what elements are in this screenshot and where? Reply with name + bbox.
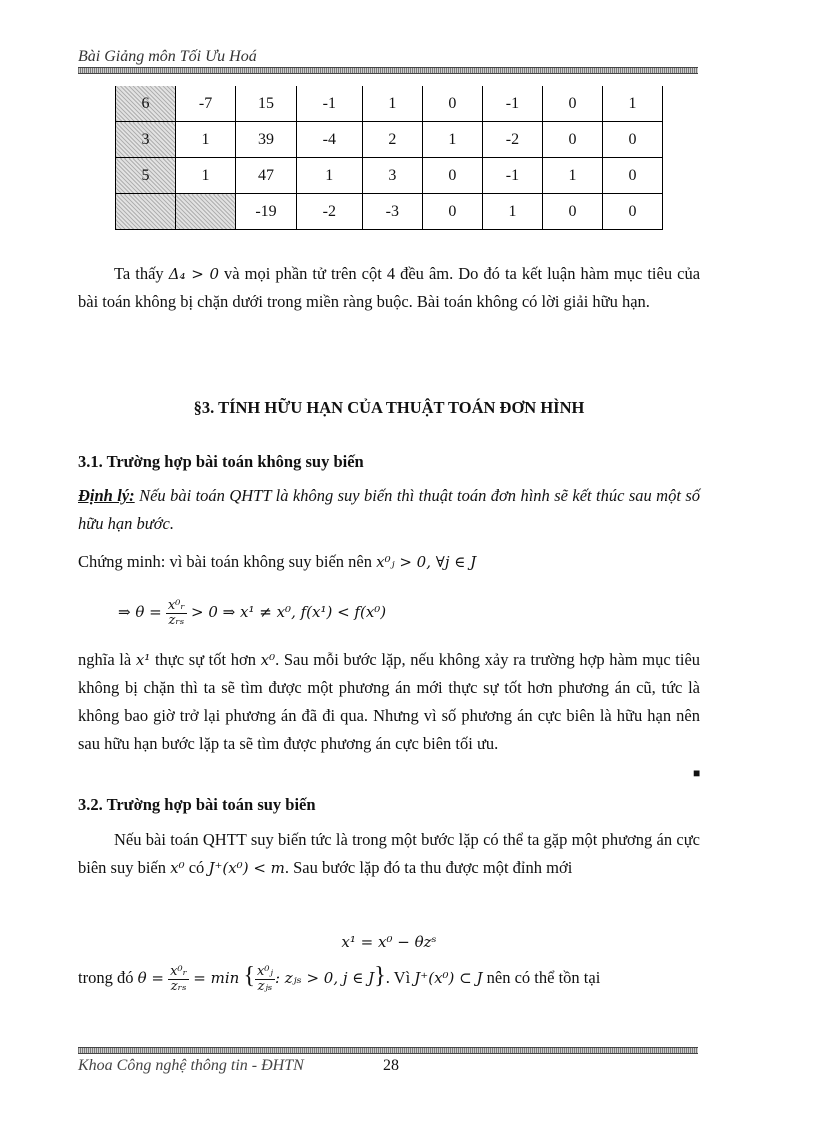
table-cell: -4: [296, 122, 362, 158]
text: có: [188, 858, 205, 877]
numerator: x⁰ᵣ: [170, 963, 188, 979]
text: nên có thể tồn tại: [486, 968, 601, 987]
table-cell: 0: [543, 194, 603, 230]
header-rule: [78, 67, 698, 74]
table-cell: 0: [603, 158, 663, 194]
text: Ta thấy: [114, 264, 164, 283]
text: Nếu bài toán QHTT suy biến tức là trong một bước lặp có thể ta gặp một phương án cực biên suy biến: [78, 830, 700, 877]
denominator: zᵣₛ: [170, 978, 187, 994]
table-row: [116, 158, 663, 194]
math: θ =: [137, 969, 164, 987]
subsection-title-2: 3.2. Trường hợp bài toán suy biến: [78, 795, 316, 814]
math: x⁰: [260, 651, 276, 669]
table-cell: -1: [482, 158, 542, 194]
paragraph-degenerate: [78, 826, 700, 882]
math: ⇒ θ =: [118, 603, 162, 621]
text: . Vì: [385, 968, 411, 987]
denominator: zⱼₛ: [257, 978, 273, 994]
table-cell: -1: [482, 86, 542, 122]
theorem-text: Nếu bài toán QHTT là không suy biến thì thuật toán đơn hình sẽ kết thúc sau một số hữu hạn bước.: [78, 486, 700, 533]
table-cell: [116, 194, 176, 230]
delta-math: Δ₄ > 0: [168, 265, 220, 283]
table-cell: 6: [116, 86, 176, 122]
table-cell: -1: [296, 86, 362, 122]
table-cell: 1: [362, 86, 422, 122]
math: J⁺(x⁰) ⊂ J: [414, 969, 483, 987]
table-cell: -2: [482, 122, 542, 158]
table-cell: 47: [236, 158, 297, 194]
math: x¹: [135, 651, 151, 669]
table-row: [116, 86, 663, 122]
table-cell: 2: [362, 122, 422, 158]
math: = min: [193, 969, 240, 987]
brace-open: {: [243, 963, 255, 989]
table-cell: 3: [362, 158, 422, 194]
table-cell: 1: [175, 122, 235, 158]
table-cell: -3: [362, 194, 422, 230]
table-row: [116, 122, 663, 158]
table-cell: 0: [543, 86, 603, 122]
theorem-label: Định lý:: [78, 486, 135, 505]
table-cell: 0: [422, 194, 482, 230]
page-footer: Khoa Công nghệ thông tin - ĐHTN: [78, 1057, 304, 1074]
table-cell: -7: [175, 86, 235, 122]
footer-rule: [78, 1047, 698, 1054]
table-cell: 1: [296, 158, 362, 194]
fraction: [255, 965, 275, 994]
table-cell: 0: [603, 194, 663, 230]
table-cell: 1: [482, 194, 542, 230]
simplex-table: [115, 86, 663, 230]
text: và mọi phần tử trên cột 4 đều âm. Do đó ta kết luận hàm mục tiêu của bài toán không bị chặn dưới trong miền ràng buộc. Bài toán không có lời giải hữu hạn.: [78, 264, 701, 311]
table-cell: 15: [236, 86, 297, 122]
qed-icon: ■: [693, 766, 701, 780]
table-cell: 1: [422, 122, 482, 158]
text: Chứng minh: vì bài toán không suy biến nên: [78, 552, 373, 571]
table-cell: 39: [236, 122, 297, 158]
text: thực sự tốt hơn: [154, 650, 256, 669]
numerator: x⁰ᵣ: [167, 597, 185, 613]
section-title: §3. TÍNH HỮU HẠN CỦA THUẬT TOÁN ĐƠN HÌNH: [193, 398, 585, 417]
fraction: [166, 599, 187, 628]
table-cell: -19: [236, 194, 297, 230]
theorem: [78, 482, 700, 538]
paragraph-conclusion: [78, 260, 700, 316]
math: J⁺(x⁰) < m: [208, 859, 285, 877]
table-cell: 0: [543, 122, 603, 158]
text: . Sau mỗi bước lặp, nếu không xảy ra trường hợp hàm mục tiêu không bị chặn thì ta sẽ tìm được một phương án mới thực sự tốt hơn phương án cũ, tức là không bao giờ trở lại phương án đã đi qua. Nhưng vì số phương án cực biên là hữu hạn nên sau hữu hạn bước lặp ta sẽ tìm được phương án cực biên tối ưu.: [78, 650, 701, 753]
table-cell: 1: [175, 158, 235, 194]
table-cell: [175, 194, 235, 230]
denominator: zᵣₛ: [168, 612, 185, 628]
formula-new-vertex: [78, 928, 700, 956]
table-cell: 5: [116, 158, 176, 194]
formula-theta: [118, 598, 518, 628]
text: trong đó: [78, 968, 134, 987]
table-cell: -2: [296, 194, 362, 230]
paragraph-where: [78, 962, 700, 994]
math: > 0 ⇒ x¹ ≠ x⁰, f(x¹) < f(x⁰): [191, 603, 387, 621]
table-cell: 3: [116, 122, 176, 158]
math: x⁰: [170, 859, 185, 877]
text: nghĩa là: [78, 650, 132, 669]
table-cell: 0: [603, 122, 663, 158]
paragraph-explanation: [78, 646, 700, 758]
text: . Sau bước lặp đó ta thu được một đỉnh mới: [284, 858, 573, 877]
math: x¹ = x⁰ − θzˢ: [341, 933, 437, 951]
subsection-title-1: 3.1. Trường hợp bài toán không suy biến: [78, 452, 364, 471]
table-cell: 0: [422, 158, 482, 194]
numerator: x⁰ⱼ: [256, 963, 273, 979]
table-cell: 1: [543, 158, 603, 194]
page-header: Bài Giảng môn Tối Ưu Hoá: [78, 48, 257, 65]
table-cell: 1: [603, 86, 663, 122]
math: : zⱼₛ > 0, j ∈ J: [274, 969, 375, 987]
fraction: [168, 965, 189, 994]
page-number: 28: [383, 1057, 399, 1074]
table-cell: 0: [422, 86, 482, 122]
proof-math: x⁰ⱼ > 0, ∀j ∈ J: [376, 553, 477, 571]
table-row: [116, 194, 663, 230]
proof-line: [78, 548, 700, 576]
brace-close: }: [374, 963, 386, 989]
